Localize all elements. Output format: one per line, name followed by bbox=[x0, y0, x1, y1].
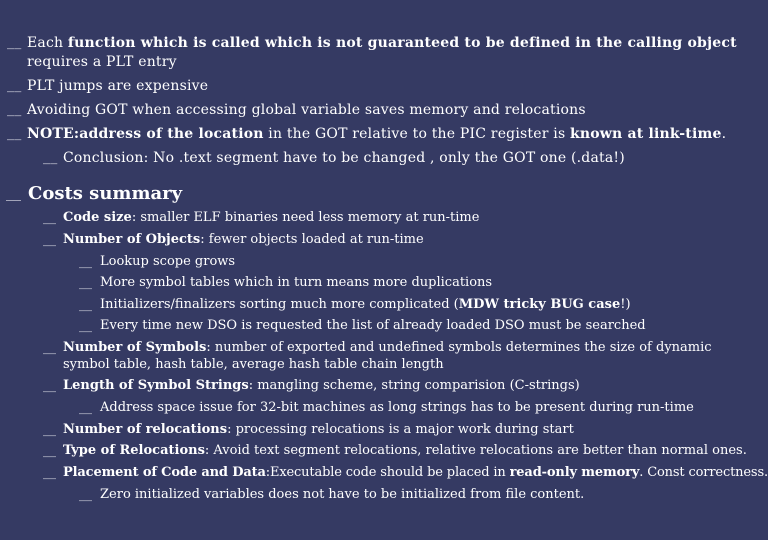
bullet-marker: __ bbox=[79, 275, 92, 290]
cost-item-number-of-objects: Number of Objects: fewer objects loaded at run-time bbox=[63, 232, 424, 247]
bullet-marker: __ bbox=[7, 77, 22, 93]
cost-item-code-size: Code size: smaller ELF binaries need less memory at run-time bbox=[63, 210, 480, 225]
bullet-marker: __ bbox=[6, 183, 21, 201]
bullet-marker: __ bbox=[43, 149, 58, 165]
bullet-marker: __ bbox=[43, 465, 56, 480]
top-subitem-conclusion: Conclusion: No .text segment have to be changed , only the GOT one (.data!) bbox=[63, 150, 625, 166]
bullet-marker: __ bbox=[79, 254, 92, 269]
bullet-marker: __ bbox=[43, 232, 56, 247]
bullet-marker: __ bbox=[79, 400, 92, 415]
cost-item-symbol-strings: Length of Symbol Strings: mangling scheme, string comparision (C-strings) bbox=[63, 378, 580, 393]
bullet-marker: __ bbox=[7, 125, 22, 141]
bullet-marker: __ bbox=[79, 297, 92, 312]
top-item-2: PLT jumps are expensive bbox=[27, 78, 209, 94]
top-item-3: Avoiding GOT when accessing global variable saves memory and relocations bbox=[27, 102, 586, 118]
cost-subitem: Initializers/finalizers sorting much more complicated (MDW tricky BUG case!) bbox=[100, 297, 631, 312]
cost-subitem: More symbol tables which in turn means more duplications bbox=[100, 275, 493, 290]
top-item-1: Each function which is called which is not guaranteed to be defined in the calling object bbox=[27, 35, 737, 51]
bullet-marker: __ bbox=[43, 340, 56, 355]
cost-item-number-of-symbols: Number of Symbols: number of exported and undefined symbols determines the size of dynamic bbox=[63, 340, 712, 355]
cost-subitem: Lookup scope grows bbox=[100, 254, 236, 269]
bullet-marker: __ bbox=[43, 443, 56, 458]
bullet-marker: __ bbox=[43, 378, 56, 393]
bullet-marker: __ bbox=[7, 101, 22, 117]
cost-subitem: Zero initialized variables does not have to be initialized from file content. bbox=[100, 487, 585, 502]
bullet-marker: __ bbox=[43, 210, 56, 225]
bullet-marker: __ bbox=[79, 318, 92, 333]
cost-item-continuation: symbol table, hash table, average hash table chain length bbox=[63, 357, 444, 372]
section-heading: Costs summary bbox=[28, 183, 183, 204]
cost-item-type-of-relocations: Type of Relocations: Avoid text segment relocations, relative relocations are better than normal ones. bbox=[63, 443, 747, 458]
cost-item-placement: Placement of Code and Data:Executable code should be placed in read-only memory. Const correctness. bbox=[63, 465, 768, 480]
top-item-4: NOTE:address of the location in the GOT relative to the PIC register is known at link-time. bbox=[27, 126, 727, 142]
cost-item-number-of-relocations: Number of relocations: processing relocations is a major work during start bbox=[63, 422, 574, 437]
cost-subitem: Address space issue for 32-bit machines as long strings has to be present during run-time bbox=[100, 400, 694, 415]
cost-subitem: Every time new DSO is requested the list of already loaded DSO must be searched bbox=[100, 318, 646, 333]
bullet-marker: __ bbox=[43, 422, 56, 437]
top-item-1-continuation: requires a PLT entry bbox=[27, 54, 177, 70]
bullet-marker: __ bbox=[79, 487, 92, 502]
bullet-marker: __ bbox=[7, 34, 22, 50]
